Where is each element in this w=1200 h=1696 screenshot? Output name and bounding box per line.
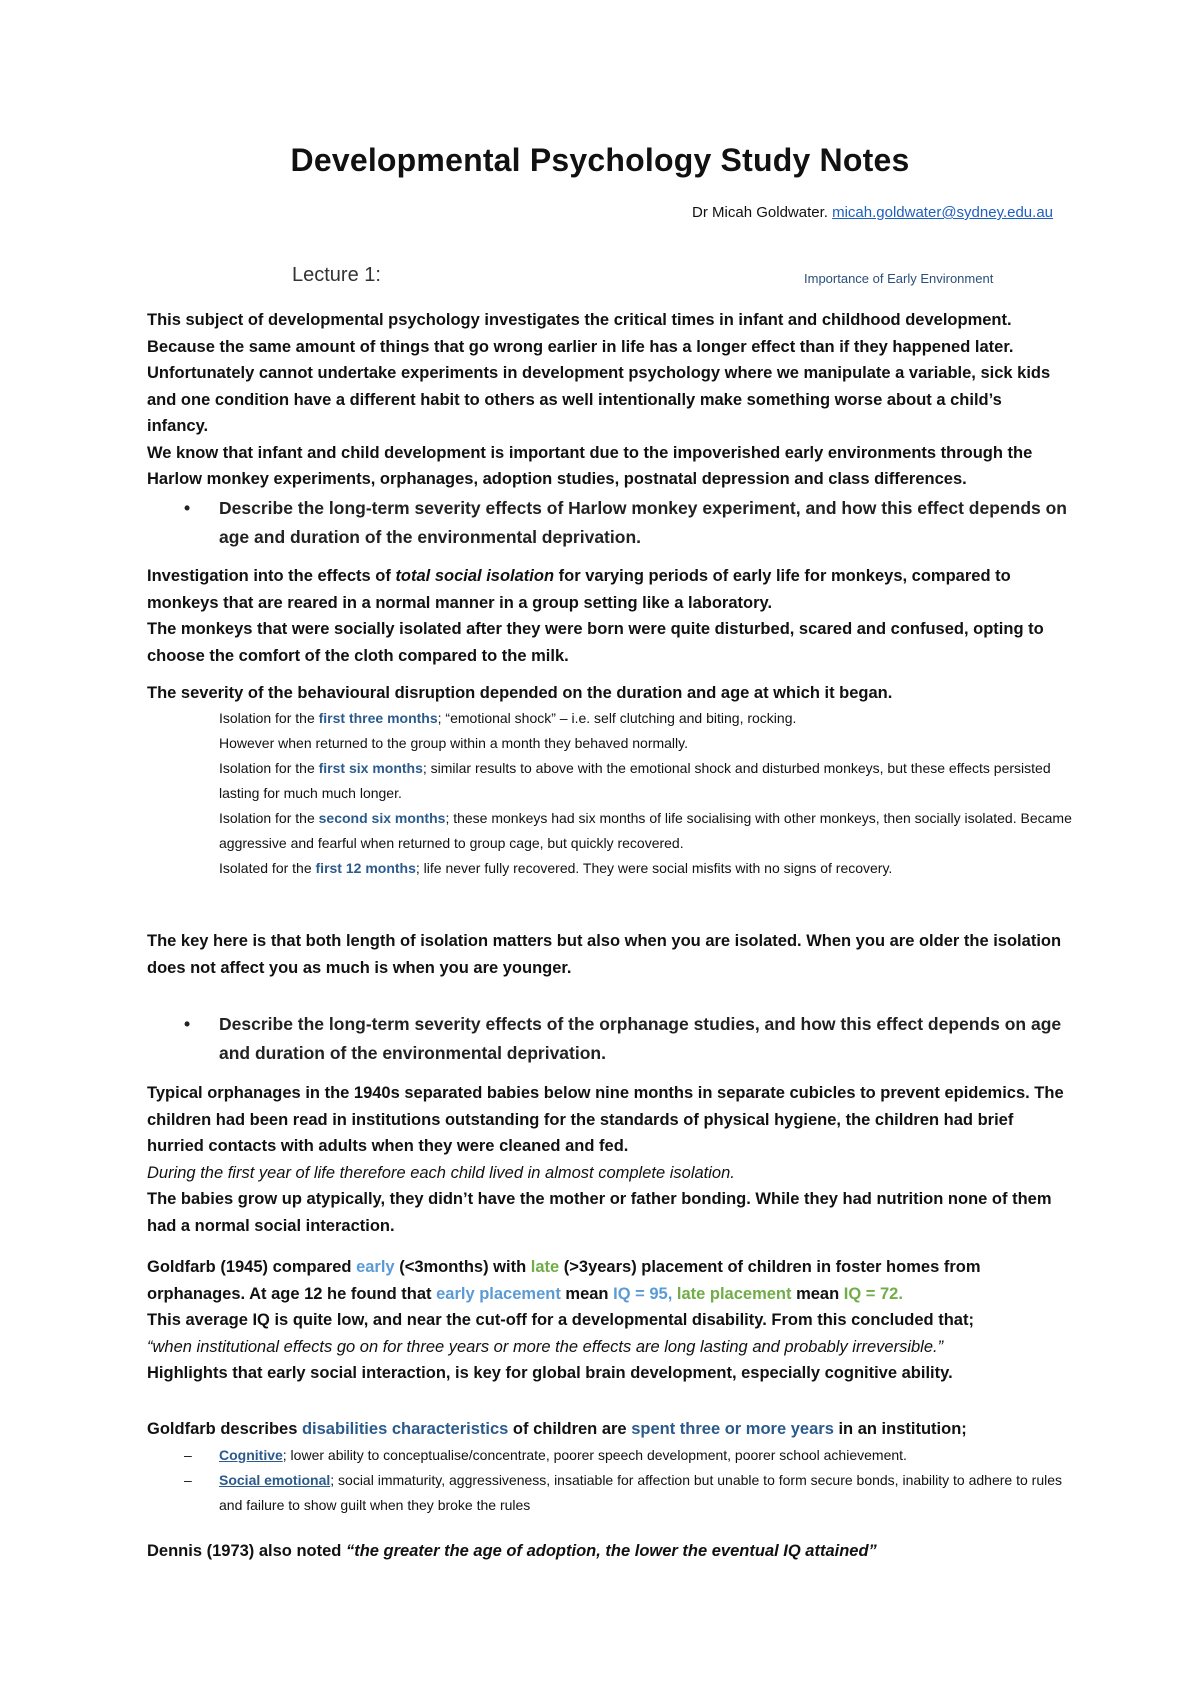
isolation-second-six-months xyxy=(219,806,1079,856)
text-run: Goldfarb (1945) compared xyxy=(147,1258,357,1276)
text-run: Isolated for the xyxy=(219,860,316,876)
dash-marker: – xyxy=(184,1447,192,1463)
bullet-orphanage-text: Describe the long-term severity effects of the orphanage studies, and how this effect depends on age and duration of the environmental deprivation. xyxy=(219,1014,1062,1063)
orphanage-paragraph-1: Typical orphanages in the 1940s separated babies below nine months in separate cubicles to prevent epidemics. The children had been read in institutions outstanding for the standards of physical hygiene, the children had brief hurried contacts with adults when they were cleaned and fed. xyxy=(147,1084,1064,1155)
highlight: first three months xyxy=(318,710,438,726)
harlow-paragraph-2: The monkeys that were socially isolated after they were born were quite disturbed, scared and confused, opting to choose the comfort of the cloth compared to the milk. xyxy=(147,620,1044,665)
harlow-isolation-list xyxy=(219,706,1079,881)
text-run: Goldfarb describes xyxy=(147,1420,302,1438)
text-run: for varying periods of early life for monkeys, compared to monkeys that are reared in a normal manner in a group setting like a laboratory. xyxy=(147,567,1011,612)
dennis-1973 xyxy=(147,1538,1067,1565)
intro-section xyxy=(147,307,1067,493)
orphanage-paragraph-2: The babies grow up atypically, they didn’t have the mother or father bonding. While they had nutrition none of them had a normal social interaction. xyxy=(147,1190,1052,1235)
highlight-late: late xyxy=(530,1258,560,1276)
highlight: first six months xyxy=(318,760,423,776)
text-run: Investigation into the effects of xyxy=(147,567,396,585)
highlight-iq-95: IQ = 95 xyxy=(613,1284,668,1303)
goldfarb-quote: “when institutional effects go on for three years or more the effects are long lasting and probably irreversible.” xyxy=(147,1337,944,1356)
dash-text xyxy=(219,1468,1079,1518)
text-run: (<3months) with xyxy=(394,1258,531,1276)
text-run: Isolation for the xyxy=(219,810,319,826)
text-run: (>3years) placement of children in foster homes from orphanages. At age 12 he found that xyxy=(147,1258,981,1303)
document-title: Developmental Psychology Study Notes xyxy=(290,142,910,178)
author-name: Dr Micah Goldwater. xyxy=(692,204,833,221)
goldfarb-highlight: Highlights that early social interaction, is key for global brain development, especially cognitive ability. xyxy=(147,1364,953,1382)
intro-paragraph-2: We know that infant and child development is important due to the impoverished early environments through the Harlow monkey experiments, orphanages, adoption studies, postnatal depression and class differences. xyxy=(147,443,1033,488)
highlight-iq-72: IQ = 72. xyxy=(843,1284,903,1303)
text-run: ; “emotional shock” – i.e. self clutching and biting, rocking. xyxy=(437,710,797,726)
emphasis-total-social-isolation: total social isolation xyxy=(395,567,555,585)
bullet-dot: • xyxy=(184,1014,191,1034)
highlight-late-placement: late placement xyxy=(676,1284,792,1303)
intro-paragraph-1: This subject of developmental psychology investigates the critical times in infant and childhood development. Because the same amount of things that go wrong earlier in life has a longer effect than if they happened later. Unfortunately cannot undertake experiments in development psychology where we manipulate a variable, sick kids and one condition have a different habit to others as well intentionally make something worse about a child’s infancy. xyxy=(147,311,1051,435)
bullet-harlow-text: Describe the long-term severity effects of Harlow monkey experiment, and how this effect depends on age and duration of the environmental deprivation. xyxy=(219,498,1067,547)
highlight-early-placement: early placement xyxy=(436,1284,561,1303)
goldfarb-disabilities xyxy=(147,1416,1067,1443)
highlight: second six months xyxy=(318,810,446,826)
highlight: Social emotional xyxy=(219,1472,331,1488)
isolation-first-12-months xyxy=(219,856,1079,881)
text-run: Isolation for the xyxy=(219,760,319,776)
text-run: mean xyxy=(791,1284,844,1303)
text-run: , xyxy=(667,1284,677,1303)
isolation-first-three-months xyxy=(219,706,1079,731)
harlow-key-point: The key here is that both length of isolation matters but also when you are isolated. When you are older the isolation does not affect you as much is when you are younger. xyxy=(147,932,1062,977)
bullet-dot: • xyxy=(184,498,191,518)
author-line xyxy=(692,204,1053,221)
text-run: ; similar results to above with the emotional shock and disturbed monkeys, but these effects persisted lasting for much much longer. xyxy=(219,760,1051,801)
isolation-first-six-months xyxy=(219,756,1079,806)
text-run: ; these monkeys had six months of life socialising with other monkeys, then socially isolated. Became aggressive and fearful when returned to group cage, but quickly recovered. xyxy=(219,810,1072,851)
dash-text xyxy=(219,1443,1079,1468)
harlow-severity: The severity of the behavioural disruption depended on the duration and age at which it began. xyxy=(147,684,893,702)
highlight: first 12 months xyxy=(315,860,416,876)
highlight: spent three or more years xyxy=(631,1420,834,1438)
text-run: in an institution; xyxy=(833,1420,967,1438)
lecture-topic: Importance of Early Environment xyxy=(804,271,994,286)
text-run: ; social immaturity, aggressiveness, insatiable for affection but unable to form secure bonds, inability to adhere to rules and failure to show guilt when they broke the rules xyxy=(219,1472,1063,1513)
text-run: ; lower ability to conceptualise/concentrate, poorer speech development, poorer school achievement. xyxy=(282,1447,907,1463)
goldfarb-comparison xyxy=(147,1254,1067,1307)
highlight: disabilities characteristics xyxy=(301,1420,509,1438)
highlight-early: early xyxy=(356,1258,395,1276)
harlow-section xyxy=(147,563,1067,669)
dennis-quote: “the greater the age of adoption, the lower the eventual IQ attained” xyxy=(345,1542,877,1560)
goldfarb-1945-section xyxy=(147,1254,1067,1387)
text-run: ; life never fully recovered. They were social misfits with no signs of recovery. xyxy=(415,860,893,876)
isolation-return-note: However when returned to the group within a month they behaved normally. xyxy=(219,735,689,751)
text-run: mean xyxy=(560,1284,614,1303)
text-run: Isolation for the xyxy=(219,710,319,726)
highlight: Cognitive xyxy=(219,1447,283,1463)
harlow-paragraph-1 xyxy=(147,563,1067,616)
text-run: Dennis (1973) also noted xyxy=(147,1542,346,1560)
lecture-heading: Lecture 1: xyxy=(292,264,381,286)
dash-marker: – xyxy=(184,1472,192,1488)
text-run: of children are xyxy=(508,1420,632,1438)
goldfarb-iq-note: This average IQ is quite low, and near the cut-off for a developmental disability. From this concluded that; xyxy=(147,1311,974,1329)
orphanage-isolation-note: During the first year of life therefore each child lived in almost complete isolation. xyxy=(147,1164,735,1182)
author-email-link[interactable]: micah.goldwater@sydney.edu.au xyxy=(832,204,1053,221)
